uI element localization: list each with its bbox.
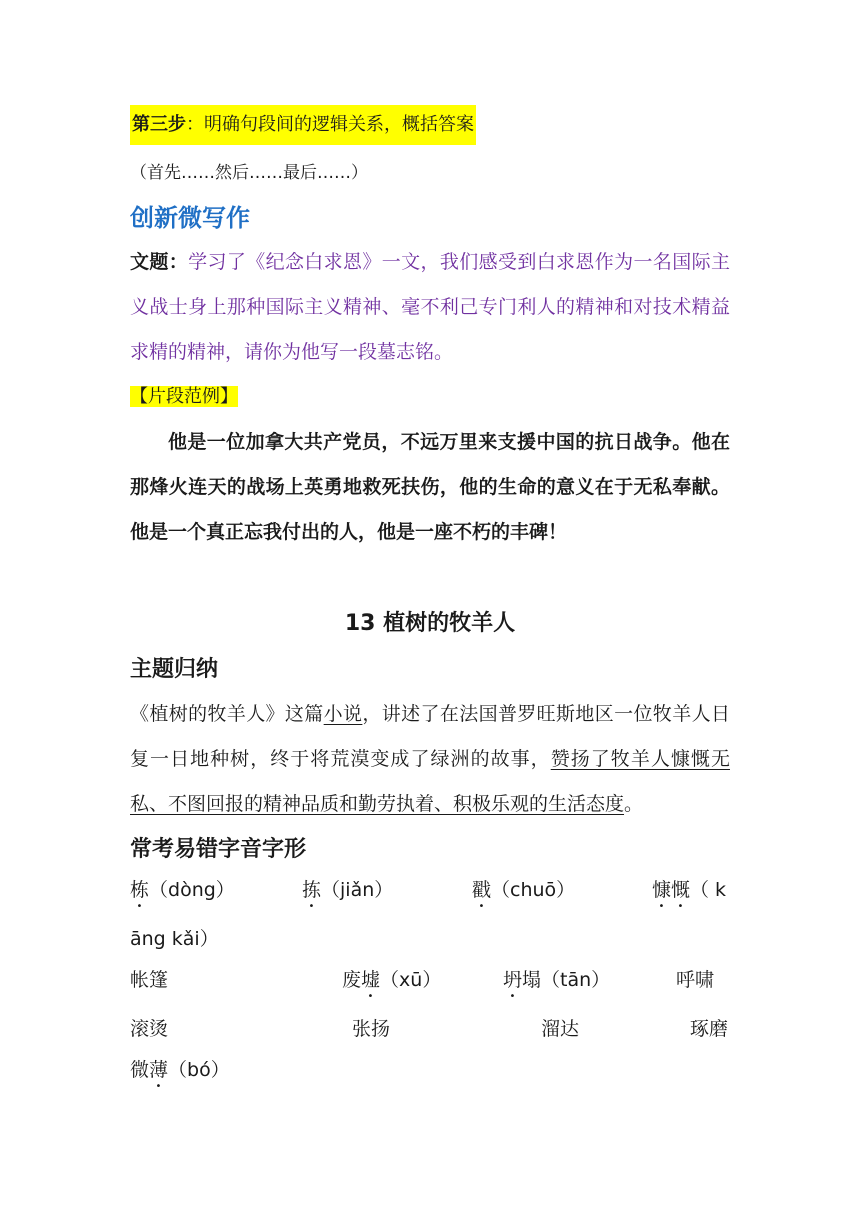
word-item — [472, 873, 575, 907]
word-pinyin: （jiǎn） — [321, 879, 394, 901]
sequence-hint: （首先……然后……最后……） — [130, 163, 368, 183]
theme-genre-underlined: 小说 — [323, 703, 363, 725]
word-item: 呼啸 — [676, 969, 715, 991]
word-item: 帐篷 — [130, 969, 169, 991]
word-item: 张扬 — [352, 1018, 391, 1040]
example-paragraph: 他是一位加拿大共产党员，不远万里来支援中国的抗日战争。他在那烽火连天的战场上英勇地救死扶伤，他的生命的意义在于无私奉献。他是一个真正忘我付出的人，他是一座不朽的丰碑！ — [130, 431, 730, 543]
lesson-title: 13 植树的牧羊人 — [344, 611, 516, 636]
step3-text: ：明确句段间的逻辑关系，概括答案 — [186, 114, 474, 135]
word-item — [302, 873, 393, 907]
word-item — [130, 873, 235, 907]
word-item: 琢磨 — [690, 1018, 729, 1040]
example-tag-line — [130, 378, 730, 416]
word-char: 废 — [342, 969, 362, 991]
theme-part-3: ，讲述了在法国普罗旺斯地区一位牧羊人日复一日地种树，终于将荒漠变成了绿洲的故事， — [130, 703, 730, 770]
word-item: 溜达 — [541, 1018, 580, 1040]
step3-highlight — [130, 105, 476, 145]
word-char-dotted: 薄 — [149, 1059, 169, 1081]
step3-line — [130, 105, 730, 145]
word-pinyin: （chuō） — [491, 879, 576, 901]
word-item — [503, 963, 610, 997]
word-pinyin: （bó） — [168, 1059, 230, 1081]
micro-writing-heading: 创新微写作 — [130, 204, 250, 232]
topic-paragraph — [130, 240, 730, 375]
theme-paragraph — [130, 692, 730, 827]
theme-part-1: 《植树的牧羊人》这篇 — [130, 703, 324, 725]
word-char: 戳 — [472, 879, 492, 901]
step3-label: 第三步 — [132, 114, 186, 135]
word-pinyin-wrap: āng kǎi） — [130, 928, 219, 950]
word-char-dotted: 墟 — [361, 969, 381, 991]
topic-label: 文题： — [130, 251, 189, 273]
word-pinyin: （xū） — [380, 969, 442, 991]
theme-heading: 主题归纳 — [130, 657, 219, 682]
word-char: 塌 — [522, 969, 542, 991]
word-char: 拣 — [302, 879, 322, 901]
words-heading: 常考易错字音字形 — [130, 837, 307, 862]
theme-part-5: 。 — [624, 793, 644, 815]
word-char: 微 — [130, 1059, 150, 1081]
word-item: 滚烫 — [130, 1018, 169, 1040]
theme-praise-underlined: 赞扬了牧羊人慷慨无私、不图回报的精神品质和勤劳执着、积极乐观的生活态度 — [130, 748, 730, 815]
word-pinyin: （ k — [690, 879, 727, 901]
word-char: 慷慨 — [652, 879, 691, 901]
word-pinyin: （tān） — [541, 969, 611, 991]
word-item — [130, 1053, 230, 1087]
example-tag: 【片段范例】 — [130, 386, 238, 407]
topic-text: 学习了《纪念白求恩》一文，我们感受到白求恩作为一名国际主义战士身上那种国际主义精神、毫不利己专门利人的精神和对技术精益求精的精神，请你为他写一段墓志铭。 — [130, 251, 730, 363]
word-char-dotted: 坍 — [503, 969, 523, 991]
word-char: 栋 — [130, 879, 150, 901]
word-item — [652, 873, 726, 907]
word-pinyin: （dòng） — [149, 879, 235, 901]
word-item — [342, 963, 441, 997]
